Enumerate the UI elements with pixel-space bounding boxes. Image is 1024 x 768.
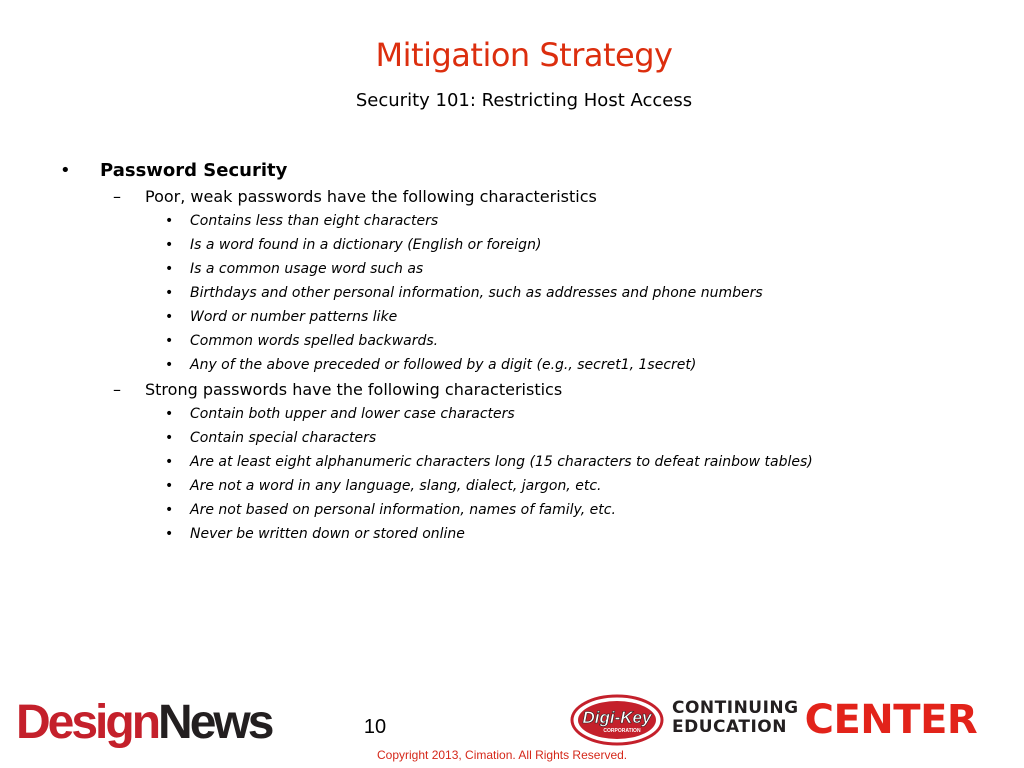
cec-center-text: CENTER — [804, 697, 978, 743]
design-news-logo — [16, 697, 271, 749]
cec-line-continuing: CONTINUING — [672, 698, 799, 718]
bullet-icon: • — [165, 526, 174, 542]
bullet-icon: • — [165, 333, 174, 349]
slide-subtitle: Security 101: Restricting Host Access — [355, 90, 693, 111]
list-item-text: Is a common usage word such as — [190, 261, 424, 277]
bullet-icon: • — [165, 357, 174, 373]
list-item-text: Are not a word in any language, slang, dialect, jargon, etc. — [190, 478, 602, 494]
slide-content — [0, 158, 1024, 546]
list-item-text: Contain both upper and lower case characters — [190, 406, 515, 422]
list-item — [0, 305, 1024, 329]
bullet-icon: • — [165, 261, 174, 277]
list-item — [0, 450, 1024, 474]
bullet-icon: • — [165, 478, 174, 494]
list-item — [0, 426, 1024, 450]
list-item-text: Never be written down or stored online — [190, 526, 465, 542]
list-item — [0, 209, 1024, 233]
heading-row — [0, 158, 1024, 184]
list-item — [0, 281, 1024, 305]
list-item-text: Common words spelled backwards. — [190, 333, 439, 349]
list-item-text: Any of the above preceded or followed by a digit (e.g., secret1, 1secret) — [190, 357, 697, 373]
list-item — [0, 522, 1024, 546]
list-item — [0, 498, 1024, 522]
copyright-notice: Copyright 2013, Cimation. All Rights Reserved. — [377, 748, 628, 762]
section-heading: Password Security — [100, 160, 288, 181]
list-item-text: Contain special characters — [190, 430, 377, 446]
dash-bullet-icon: – — [113, 187, 121, 206]
strong-passwords-label: Strong passwords have the following characteristics — [145, 380, 563, 399]
continuing-education-center-logo — [672, 699, 977, 741]
strong-passwords-label-row — [0, 378, 1024, 402]
logo-design-text: Design — [16, 696, 159, 749]
list-item — [0, 233, 1024, 257]
list-item-text: Is a word found in a dictionary (English or foreign) — [190, 237, 542, 253]
bullet-icon: • — [165, 502, 174, 518]
bullet-icon: • — [165, 406, 174, 422]
logo-news-text: News — [158, 696, 272, 749]
cec-line-education: EDUCATION — [672, 717, 787, 737]
list-item-text: Word or number patterns like — [190, 309, 398, 325]
bullet-icon: • — [165, 454, 174, 470]
digikey-subtext: CORPORATION — [603, 728, 641, 734]
bullet-icon: • — [165, 285, 174, 301]
list-item-text: Are not based on personal information, names of family, etc. — [190, 502, 616, 518]
list-item — [0, 329, 1024, 353]
weak-passwords-label: Poor, weak passwords have the following characteristics — [145, 187, 597, 206]
list-item-text: Are at least eight alphanumeric characters long (15 characters to defeat rainbow tables) — [190, 454, 813, 470]
list-item — [0, 474, 1024, 498]
page-number: 10 — [363, 716, 387, 738]
bullet-icon: • — [165, 213, 174, 229]
list-item — [0, 402, 1024, 426]
bullet-icon: • — [165, 430, 174, 446]
cec-stack — [672, 699, 799, 737]
digikey-wordmark: Digi-Key — [582, 708, 652, 727]
dash-bullet-icon: – — [113, 380, 121, 399]
bullet-icon: • — [60, 160, 71, 181]
weak-passwords-label-row — [0, 185, 1024, 209]
list-item — [0, 353, 1024, 377]
list-item — [0, 257, 1024, 281]
slide-title: Mitigation Strategy — [375, 36, 673, 74]
list-item-text: Contains less than eight characters — [190, 213, 439, 229]
list-item-text: Birthdays and other personal information, such as addresses and phone numbers — [190, 285, 763, 301]
bullet-icon: • — [165, 309, 174, 325]
digikey-logo — [570, 694, 664, 746]
bullet-icon: • — [165, 237, 174, 253]
